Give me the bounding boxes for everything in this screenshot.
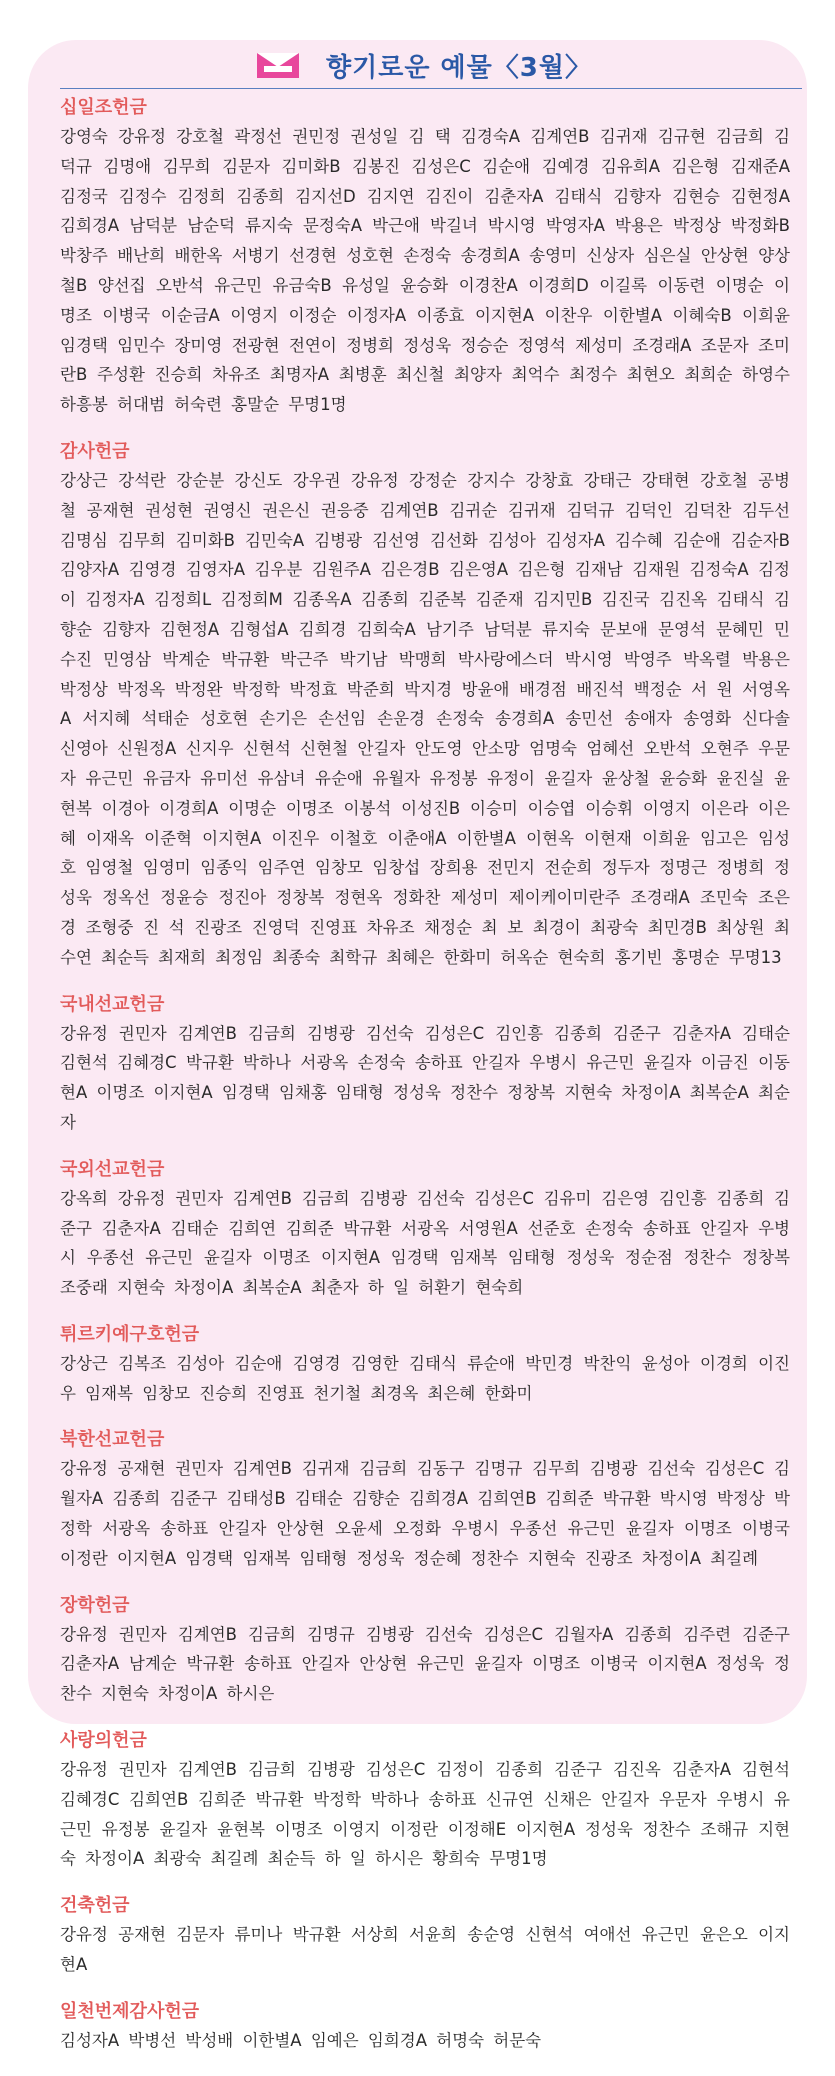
header-divider xyxy=(60,88,802,89)
section-title: 감사헌금 xyxy=(60,440,130,462)
section-thousand-offerings xyxy=(60,2000,790,2056)
section-love xyxy=(60,1729,790,1874)
section-title: 일천번제감사헌금 xyxy=(60,2000,200,2022)
section-title: 건축헌금 xyxy=(60,1895,130,1917)
section-tithe xyxy=(60,96,790,420)
envelope-icon xyxy=(256,50,300,80)
offering-list xyxy=(60,96,790,2076)
section-title: 장학헌금 xyxy=(60,1594,130,1616)
donor-names: 강상근 김복조 김성아 김순애 김영경 김영한 김태식 류순애 박민경 박찬익 윤성아 이경희 이진우 임재복 임창모 진승희 진영표 천기철 최경옥 최은혜 한화미 xyxy=(60,1353,790,1403)
section-overseas-mission xyxy=(60,1158,790,1303)
donor-names: 김성자A 박병선 박성배 이한별A 임예은 임희경A 허명숙 허문숙 xyxy=(60,2030,542,2050)
section-title: 사랑의헌금 xyxy=(60,1730,147,1752)
section-title: 튀르키예구호헌금 xyxy=(60,1323,200,1345)
donor-names: 강유정 공재현 권민자 김계연B 김귀재 김금희 김동구 김명규 김무희 김병광 김선숙 김성은C 김월자A 김종희 김준구 김태성B 김태순 김향순 김희경A 김희연B 김희준 박규환 박시영 박정상 박정학 서광옥 송하표 안길자 안상현 오윤세 오정화 우병시 우종선 유근민 윤길자 이명조 이병국 이정란 이지현A 임경택 임재복 임태형 정성욱 정순혜 정찬수 지현숙 진광조 차정이A 최길례 xyxy=(60,1459,790,1568)
section-domestic-mission xyxy=(60,993,790,1138)
section-thanksgiving xyxy=(60,440,790,973)
donor-names: 강유정 권민자 김계연B 김금희 김병광 김선숙 김성은C 김인흥 김종희 김준구 김춘자A 김태순 김현석 김혜경C 박규환 박하나 서광옥 손정숙 송하표 안길자 우병시 유근민 윤길자 이금진 이동현A 이명조 이지현A 임경택 임채홍 임태형 정성욱 정찬수 정창복 지현숙 차정이A 최복순A 최순자 xyxy=(60,1023,790,1132)
donor-names: 강상근 강석란 강순분 강신도 강우권 강유정 강정순 강지수 강창효 강태근 강태현 강호철 공병철 공재현 권성현 권영신 권은신 권응중 김계연B 김귀순 김귀재 김덕규 김덕인 김덕찬 김두선 김명심 김무희 김미화B 김민숙A 김병광 김선영 김선화 김성아 김성자A 김수혜 김순애 김순자B 김양자A 김영경 김영자A 김우분 김원주A 김은경B 김은영A 김은형 김재남 김재원 김정숙A 김정이 김정자A 김정희L 김정희M 김종옥A 김종희 김준복 김준재 김지민B 김진국 김진옥 김태식 김향순 김향자 김현정A 김형섭A 김희경 김희숙A 남기주 남덕분 류지숙 문보애 문영석 문혜민 민수진 민영삼 박계순 박규환 박근주 박기남 박맹희 박사랑에스더 박시영 박영주 박옥렬 박용은 박정상 박정옥 박정완 박정학 박정효 박준희 박지경 방윤애 배경점 배진석 백정순 서 원 서영옥A 서지혜 석태순 성호현 손기은 손선임 손운경 손정숙 송경희A 송민선 송애자 송영화 신다솔 신영아 신원정A 신지우 신현석 신현철 안길자 안도영 안소망 엄명숙 엄혜선 오반석 오현주 우문자 유근민 유금자 유미선 유삼녀 유순애 유월자 유정봉 유정이 윤길자 윤상철 윤승화 윤진실 윤현복 이경아 이경희A 이명순 이명조 이봉석 이성진B 이승미 이승엽 이승휘 이영지 이은라 이은혜 이재옥 이준혁 이지현A 이진우 이철호 이춘애A 이한별A 이현옥 이현재 이희윤 임고은 임성호 임영철 임영미 임종익 임주연 임창모 임창섭 장희용 전민지 전순희 정두자 정명근 정병희 정성욱 정옥선 정윤승 정진아 정창복 정현옥 정화찬 제성미 제이케이미란주 조경래A 조민숙 조은경 조형중 진 석 진광조 진영덕 진영표 차유조 채정순 최 보 최경이 최광숙 최민경B 최상원 최수연 최순득 최재희 최정임 최종숙 최학규 최혜은 한화미 허옥순 현숙희 홍기빈 홍명순 무명13 xyxy=(60,470,790,967)
section-title: 북한선교헌금 xyxy=(60,1429,165,1451)
section-scholarship xyxy=(60,1594,790,1709)
donor-names: 강유정 공재현 김문자 류미나 박규환 서상희 서윤희 송순영 신현석 여애선 유근민 윤은오 이지현A xyxy=(60,1925,790,1975)
section-turkiye-relief xyxy=(60,1323,790,1409)
page-title: 향기로운 예물〈3월〉 xyxy=(326,53,592,83)
section-building xyxy=(60,1894,790,1980)
donor-names: 강유정 권민자 김계연B 김금희 김병광 김성은C 김정이 김종희 김준구 김진옥 김춘자A 김현석 김혜경C 김희연B 김희준 박규환 박정학 박하나 송하표 신규연 신채은 안길자 우문자 우병시 유근민 유정봉 윤길자 윤현복 이명조 이영지 이정란 이정해E 이지현A 정성욱 정찬수 조해규 지현숙 차정이A 최광숙 최길례 최순득 하 일 하시은 황희숙 무명1명 xyxy=(60,1760,790,1869)
section-title: 십일조헌금 xyxy=(60,97,147,118)
section-title: 국내선교헌금 xyxy=(60,993,165,1015)
section-title: 국외선교헌금 xyxy=(60,1158,165,1180)
page-header xyxy=(60,48,800,88)
donor-names: 강옥희 강유정 권민자 김계연B 김금희 김병광 김선숙 김성은C 김유미 김은영 김인흥 김종희 김준구 김춘자A 김태순 김희연 김희준 박규환 서광옥 서영원A 선준호 손정숙 송하표 안길자 우병시 우종선 유근민 윤길자 이명조 이지현A 임경택 임재복 임태형 정성욱 정순점 정찬수 정창복 조중래 지현숙 차정이A 최복순A 최춘자 하 일 허환기 현숙희 xyxy=(60,1188,790,1298)
donor-names: 강유정 권민자 김계연B 김금희 김명규 김병광 김선숙 김성은C 김월자A 김종희 김주련 김준구 김춘자A 남계순 박규환 송하표 안길자 안상현 유근민 윤길자 이명조 이병국 이지현A 정성욱 정찬수 지현숙 차정이A 하시은 xyxy=(60,1624,790,1704)
donor-names: 강영숙 강유정 강호철 곽정선 권민정 권성일 김 택 김경숙A 김계연B 김귀재 김규현 김금희 김덕규 김명애 김무희 김문자 김미화B 김봉진 김성은C 김순애 김예경 김유희A 김은형 김재준A 김정국 김정수 김정희 김종희 김지선D 김지연 김진이 김춘자A 김태식 김향자 김현승 김현정A 김희경A 남덕분 남순덕 류지숙 문정숙A 박근애 박길녀 박시영 박영자A 박용은 박정상 박정화B 박창주 배난희 배한옥 서병기 선경현 성호현 손정숙 송경희A 송영미 신상자 심은실 안상현 양상철B 양선집 오반석 유근민 유금숙B 유성일 윤승화 이경찬A 이경희D 이길록 이동련 이명순 이명조 이병국 이순금A 이영지 이정순 이정자A 이종효 이지현A 이찬우 이한별A 이혜숙B 이희윤 임경택 임민수 장미영 전광현 전연이 정병희 정성욱 정승순 정영석 제성미 조경래A 조문자 조미란B 주성환 진승희 차유조 최명자A 최병훈 최신철 최양자 최억수 최정수 최현오 최희순 하영수 하흥봉 허대범 허숙련 홍말순 무명1명 xyxy=(60,127,790,415)
section-north-korea-mission xyxy=(60,1428,790,1573)
